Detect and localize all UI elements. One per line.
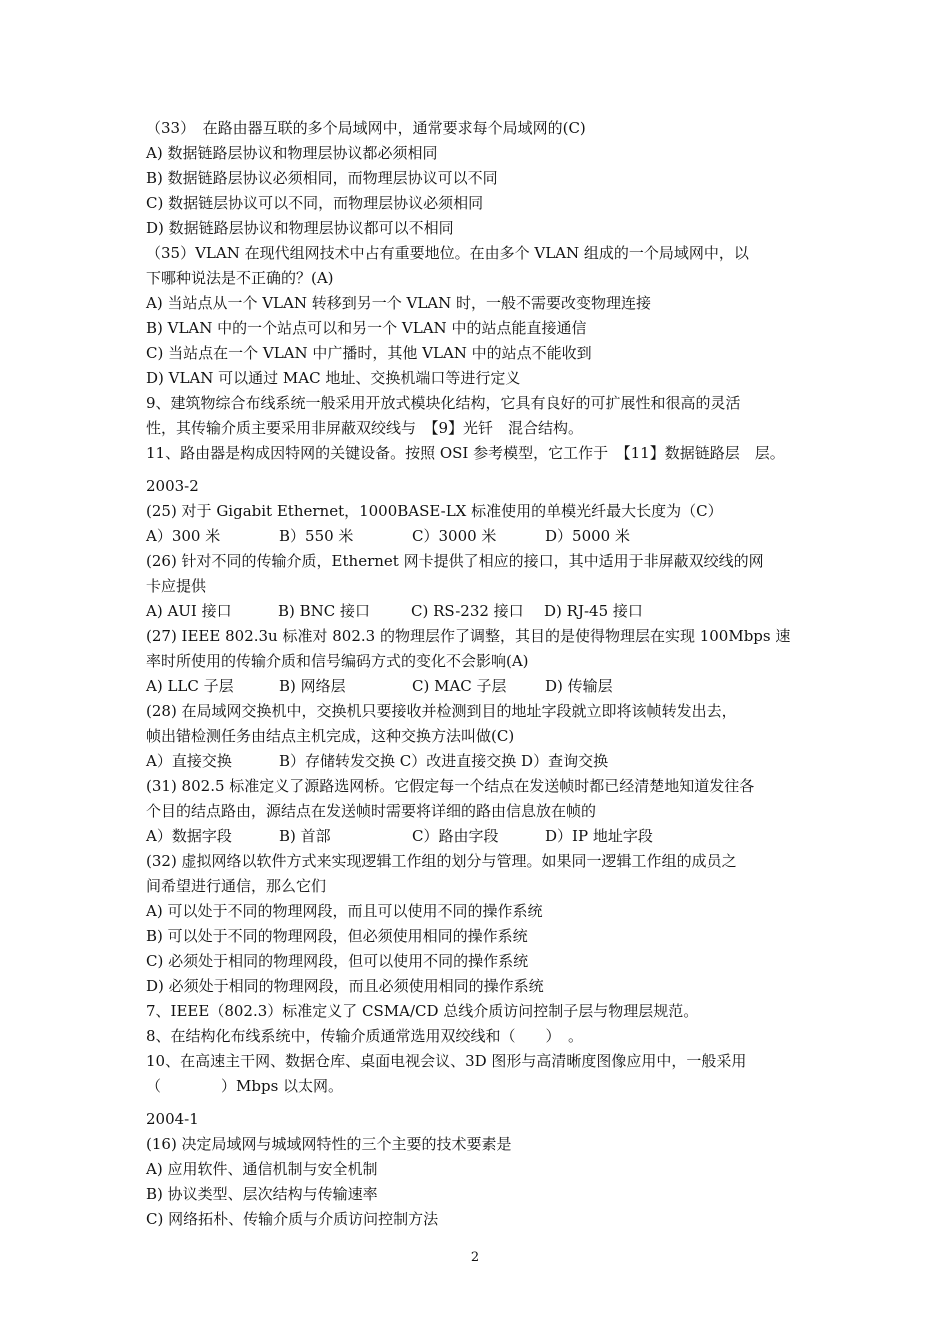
question-31-line2: 个目的结点路由，源结点在发送帧时需要将详细的路由信息放在帧的 <box>146 802 597 820</box>
question-28-options <box>146 749 810 774</box>
option-a: A）300 米 <box>146 527 221 545</box>
option-line: B) 数据链路层协议必须相同，而物理层协议可以不同 <box>146 169 498 187</box>
option-d: D) RJ-45 接口 <box>544 602 643 620</box>
fill-9-line1: 9、建筑物综合布线系统一般采用开放式模块化结构，它具有良好的可扩展性和很高的灵活 <box>146 394 741 412</box>
option-line: A) 数据链路层协议和物理层协议都必须相同 <box>146 144 438 162</box>
option-line: B) 协议类型、层次结构与传输速率 <box>146 1185 378 1203</box>
question-25-options <box>146 524 810 549</box>
option-line: C) 必须处于相同的物理网段，但可以使用不同的操作系统 <box>146 952 529 970</box>
question-31-options <box>146 824 810 849</box>
question-25: (25) 对于 Gigabit Ethernet，1000BASE-LX 标准使用的单模光纤最大长度为（C） <box>146 502 723 520</box>
question-28-line2: 帧出错检测任务由结点主机完成，这种交换方法叫做(C) <box>146 727 515 745</box>
fill-10-line2: （ ）Mbps 以太网。 <box>146 1077 344 1095</box>
fill-10-line1: 10、在高速主干网、数据仓库、桌面电视会议、3D 图形与高清晰度图像应用中，一般采用 <box>146 1052 747 1070</box>
section-year-2004-1: 2004-1 <box>146 1110 199 1128</box>
option-c: C）3000 米 <box>412 527 497 545</box>
question-26-line1: (26) 针对不同的传输介质，Ethernet 网卡提供了相应的接口，其中适用于非屏蔽双绞线的网 <box>146 552 764 570</box>
option-line: C) 数据链层协议可以不同，而物理层协议必须相同 <box>146 194 484 212</box>
option-line: D) 必须处于相同的物理网段，而且必须使用相同的操作系统 <box>146 977 544 995</box>
option-a: A) LLC 子层 <box>146 677 234 695</box>
option-line: B) VLAN 中的一个站点可以和另一个 VLAN 中的站点能直接通信 <box>146 319 587 337</box>
question-26-line2: 卡应提供 <box>146 577 207 595</box>
option-a: A) AUI 接口 <box>146 602 232 620</box>
option-b: B) 网络层 <box>279 677 346 695</box>
fill-7: 7、IEEE（802.3）标准定义了 CSMA/CD 总线介质访问控制子层与物理层规范。 <box>146 1002 699 1020</box>
fill-8: 8、在结构化布线系统中，传输介质通常选用双绞线和（ ） 。 <box>146 1027 584 1045</box>
question-28-line1: (28) 在局域网交换机中，交换机只要接收并检测到目的地址字段就立即将该帧转发出去， <box>146 702 737 720</box>
question-27-line1: (27) IEEE 802.3u 标准对 802.3 的物理层作了调整，其目的是使得物理层在实现 100Mbps 速 <box>146 627 791 645</box>
option-c: C) RS-232 接口 <box>411 602 524 620</box>
option-line: A) 应用软件、通信机制与安全机制 <box>146 1160 378 1178</box>
option-d: D）5000 米 <box>545 527 630 545</box>
question-27-options <box>146 674 810 699</box>
page-number: 2 <box>470 1250 480 1265</box>
option-line: A) 当站点从一个 VLAN 转移到另一个 VLAN 时，一般不需要改变物理连接 <box>146 294 652 312</box>
question-16: (16) 决定局域网与城域网特性的三个主要的技术要素是 <box>146 1135 512 1153</box>
question-31-line1: (31) 802.5 标准定义了源路选网桥。它假定每一个结点在发送帧时都已经清楚地知道发往各 <box>146 777 755 795</box>
question-27-line2: 率时所使用的传输介质和信号编码方式的变化不会影响(A) <box>146 652 529 670</box>
option-b: B) BNC 接口 <box>278 602 371 620</box>
question-26-options <box>146 599 810 624</box>
option-d: D）IP 地址字段 <box>545 827 653 845</box>
option-c: C）路由字段 <box>412 827 499 845</box>
question-33: （33） 在路由器互联的多个局域网中，通常要求每个局域网的(C) <box>146 119 586 137</box>
option-line: B) 可以处于不同的物理网段，但必须使用相同的操作系统 <box>146 927 528 945</box>
option-line: D) VLAN 可以通过 MAC 地址、交换机端口等进行定义 <box>146 369 521 387</box>
option-a: A）直接交换 <box>146 752 232 770</box>
option-b: B) 首部 <box>279 827 331 845</box>
option-c: C) MAC 子层 <box>412 677 507 695</box>
option-d: D) 传输层 <box>545 677 613 695</box>
option-line: C) 网络拓朴、传输介质与介质访问控制方法 <box>146 1210 439 1228</box>
question-32-line1: (32) 虚拟网络以软件方式来实现逻辑工作组的划分与管理。如果同一逻辑工作组的成员之 <box>146 852 737 870</box>
question-32-line2: 间希望进行通信，那么它们 <box>146 877 327 895</box>
document-body <box>146 116 810 1232</box>
option-line: C) 当站点在一个 VLAN 中广播时，其他 VLAN 中的站点不能收到 <box>146 344 592 362</box>
option-a: A）数据字段 <box>146 827 232 845</box>
option-line: D) 数据链路层协议和物理层协议都可以不相同 <box>146 219 454 237</box>
section-year-2003-2: 2003-2 <box>146 477 199 495</box>
question-35-line1: （35）VLAN 在现代组网技术中占有重要地位。在由多个 VLAN 组成的一个局域网中，以 <box>146 244 749 262</box>
option-b: B）550 米 <box>279 527 354 545</box>
option-bcd: B）存储转发交换 C）改进直接交换 D）查询交换 <box>279 752 609 770</box>
question-35-line2: 下哪种说法是不正确的？(A) <box>146 269 334 287</box>
fill-11: 11、路由器是构成因特网的关键设备。按照 OSI 参考模型，它工作于 【11】数据链路层 层。 <box>146 444 785 462</box>
option-line: A) 可以处于不同的物理网段，而且可以使用不同的操作系统 <box>146 902 543 920</box>
fill-9-line2: 性，其传输介质主要采用非屏蔽双绞线与 【9】光钎 混合结构。 <box>146 419 584 437</box>
